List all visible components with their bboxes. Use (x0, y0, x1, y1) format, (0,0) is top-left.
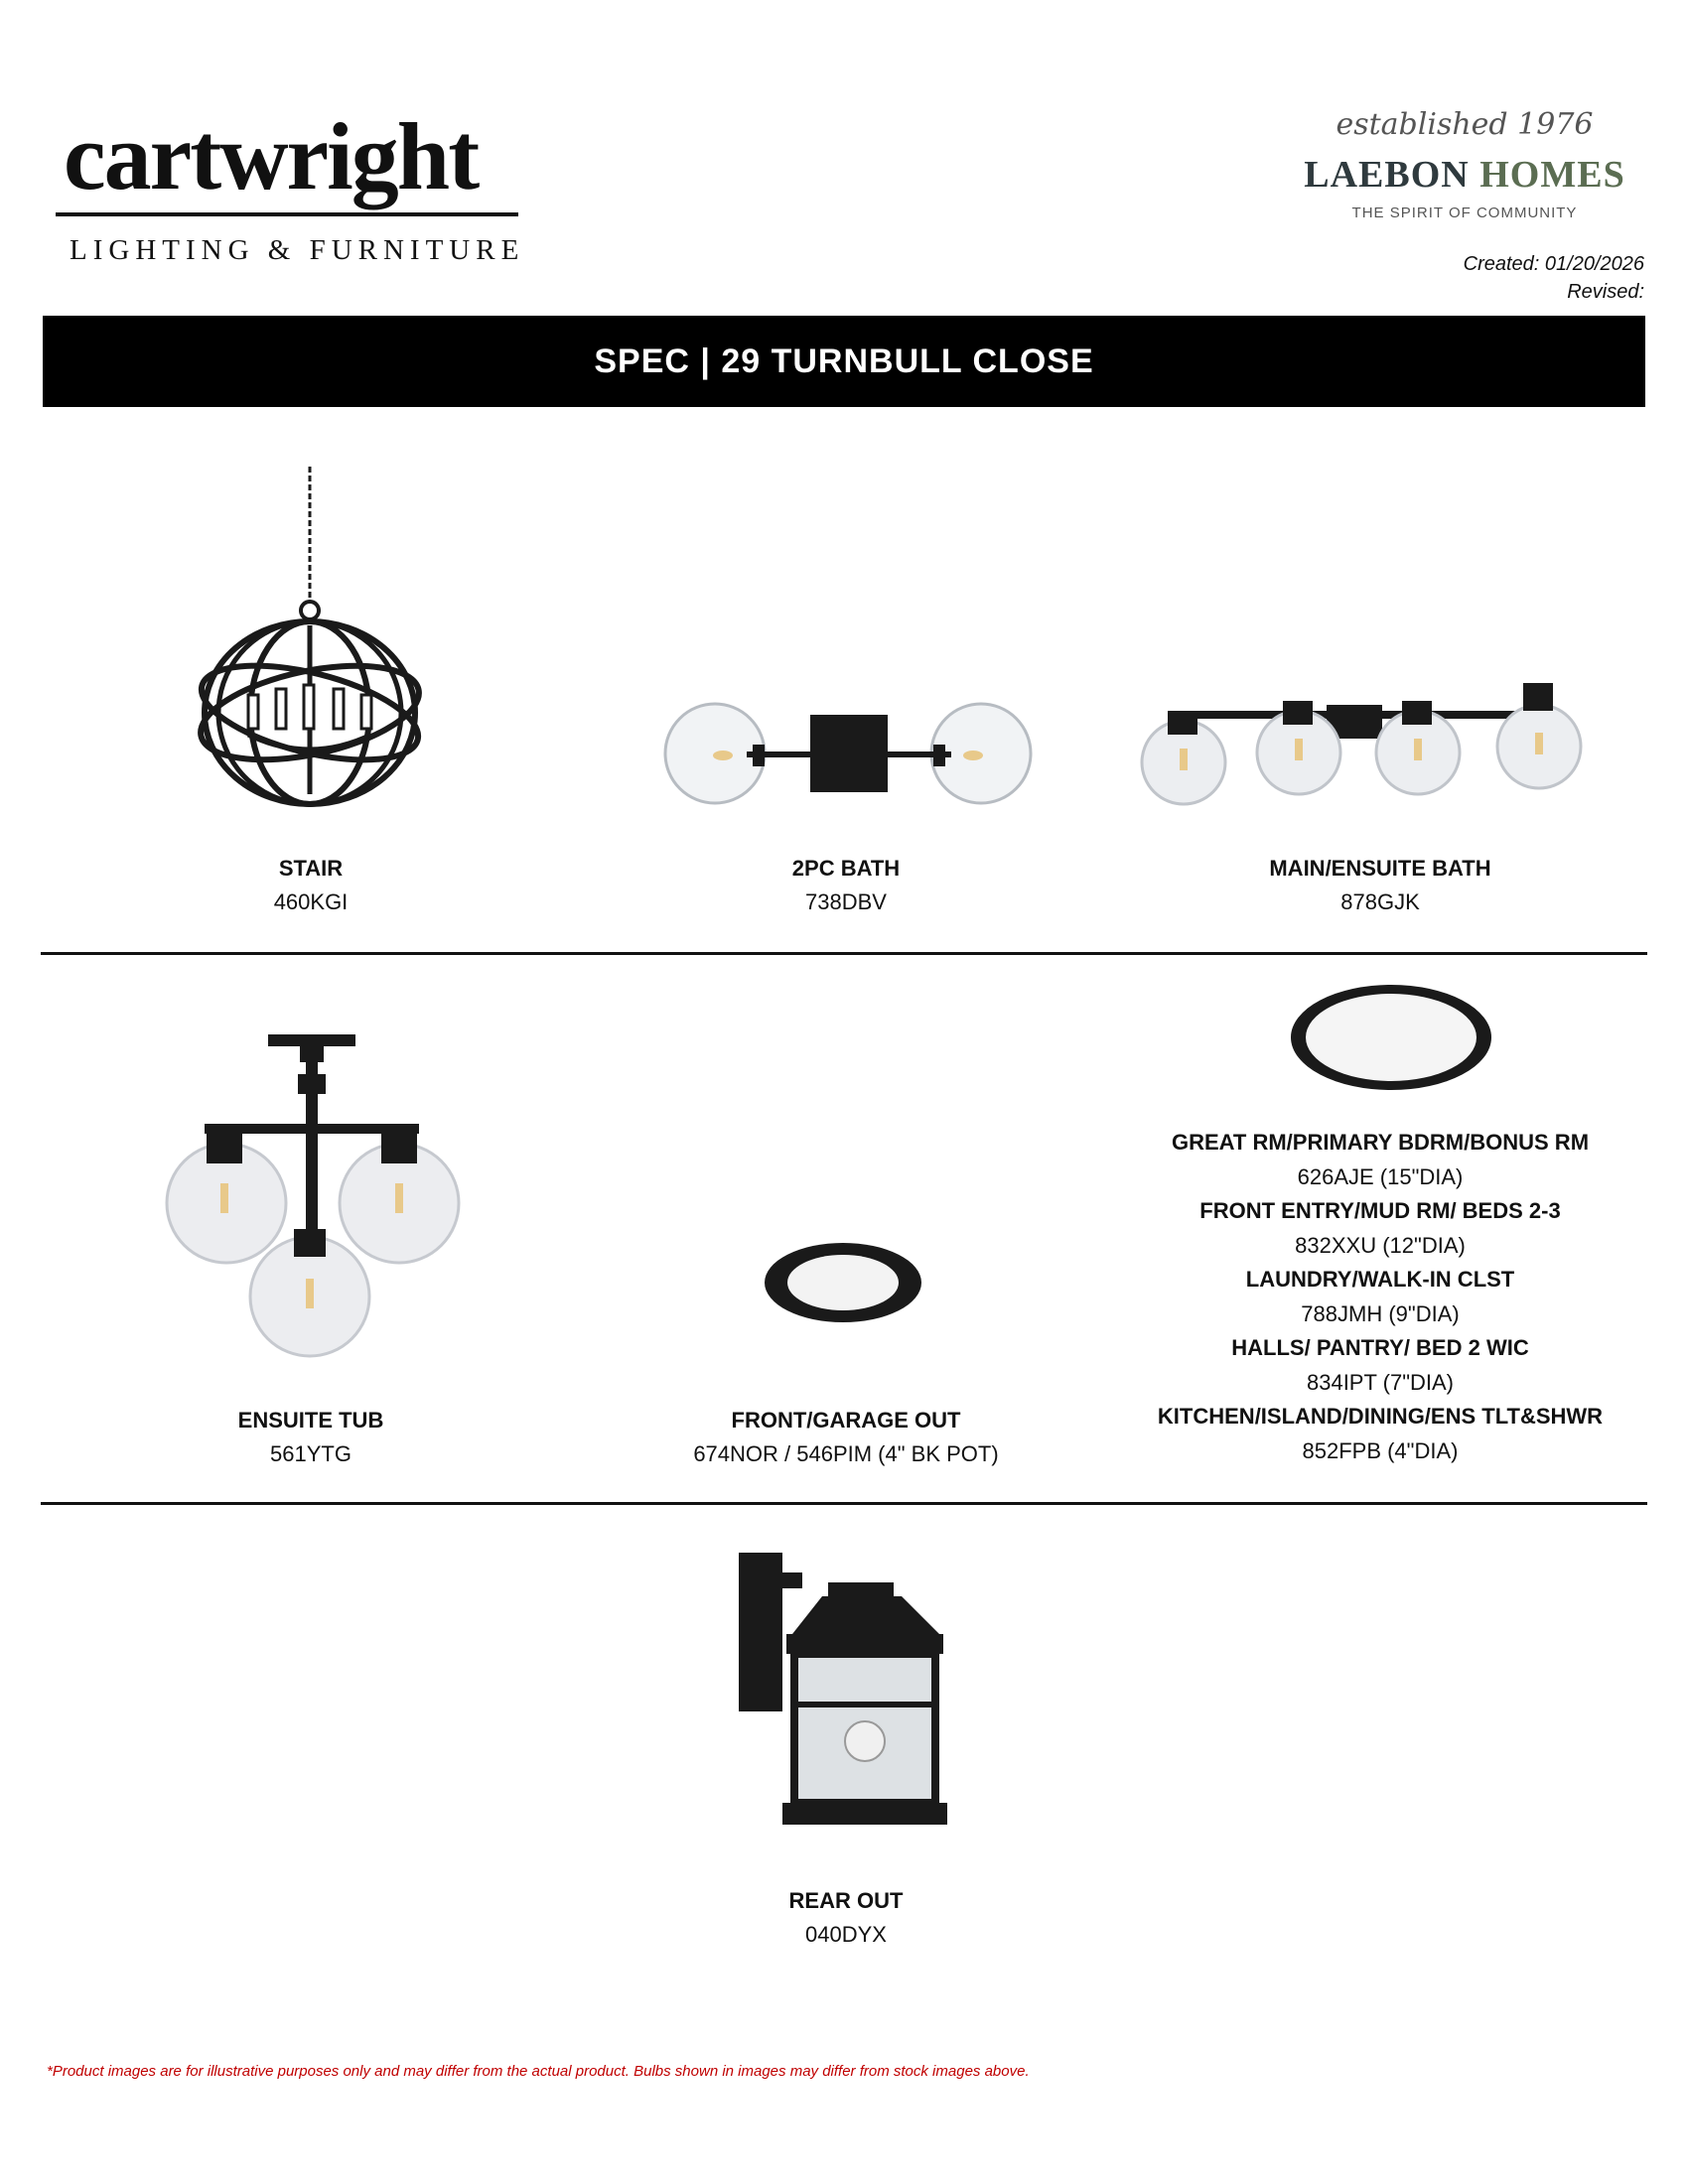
fixture-code: 852FPB (4"DIA) (1302, 1438, 1459, 1463)
fixture-location: MAIN/ENSUITE BATH (1269, 856, 1491, 881)
established-text: established 1976 (1336, 107, 1594, 142)
fixture-code: 788JMH (9"DIA) (1301, 1301, 1460, 1326)
fixture-location: FRONT ENTRY/MUD RM/ BEDS 2-3 (1199, 1198, 1561, 1223)
flush-mount-schedule (1122, 1126, 1638, 1468)
fixture-code: 834IPT (7"DIA) (1306, 1370, 1455, 1395)
fixture-caption (588, 1404, 1104, 1471)
fixture-code: 738DBV (805, 889, 887, 914)
disclaimer-note: *Product images are for illustrative purposes only and may differ from the actual product. Bulbs shown in images may differ from stock images above. (47, 2063, 1030, 2080)
fixture-code: 674NOR / 546PIM (4" BK POT) (693, 1441, 999, 1466)
laebon-text: LAEBON (1304, 154, 1470, 196)
fixture-code: 878GJK (1340, 889, 1420, 914)
cartwright-wordmark: cartwright (64, 103, 479, 209)
fixture-caption (588, 852, 1104, 919)
row-divider (41, 952, 1647, 955)
fixture-location: 2PC BATH (791, 856, 901, 881)
row-divider (41, 1502, 1647, 1505)
fixture-code: 561YTG (270, 1441, 352, 1466)
laebon-homes-logo (1281, 107, 1648, 236)
logo-underline (56, 212, 518, 216)
fixture-caption (588, 1884, 1104, 1952)
fixture-caption (53, 852, 569, 919)
fixture-location: REAR OUT (788, 1888, 904, 1913)
fixture-location: GREAT RM/PRIMARY BDRM/BONUS RM (1171, 1130, 1590, 1155)
fixture-code: 460KGI (273, 889, 349, 914)
fixture-caption (53, 1404, 569, 1471)
cartwright-tagline: LIGHTING & FURNITURE (70, 234, 525, 266)
fixture-location: STAIR (278, 856, 344, 881)
created-date: Created: 01/20/2026 (1463, 253, 1644, 275)
revised-date: Revised: (1567, 281, 1644, 303)
laebon-homes-wordmark (1281, 153, 1648, 197)
fixture-location: KITCHEN/ISLAND/DINING/ENS TLT&SHWR (1157, 1404, 1604, 1429)
document-dates (1464, 250, 1644, 306)
two-globe-vanity-icon (663, 699, 1035, 808)
fixture-location: ENSUITE TUB (237, 1408, 384, 1433)
spec-title-banner: SPEC | 29 TURNBULL CLOSE (43, 316, 1645, 407)
fixture-caption (1122, 852, 1638, 919)
fixture-code: 040DYX (805, 1922, 887, 1947)
orb-chandelier-icon (189, 467, 427, 814)
three-globe-chandelier-icon (165, 1034, 459, 1362)
wall-lantern-icon (735, 1553, 951, 1833)
laebon-tagline: THE SPIRIT OF COMMUNITY (1351, 205, 1578, 221)
pot-light-icon (763, 1241, 923, 1324)
fixture-location: HALLS/ PANTRY/ BED 2 WIC (1231, 1335, 1529, 1360)
fixture-code: 626AJE (15"DIA) (1297, 1164, 1464, 1189)
four-globe-vanity-icon (1140, 677, 1587, 808)
fixture-location: LAUNDRY/WALK-IN CLST (1245, 1267, 1515, 1292)
flush-mount-light-icon (1289, 983, 1493, 1092)
fixture-code: 832XXU (12"DIA) (1295, 1233, 1466, 1258)
fixture-location: FRONT/GARAGE OUT (731, 1408, 961, 1433)
cartwright-logo (56, 103, 525, 268)
homes-text: HOMES (1479, 154, 1625, 196)
